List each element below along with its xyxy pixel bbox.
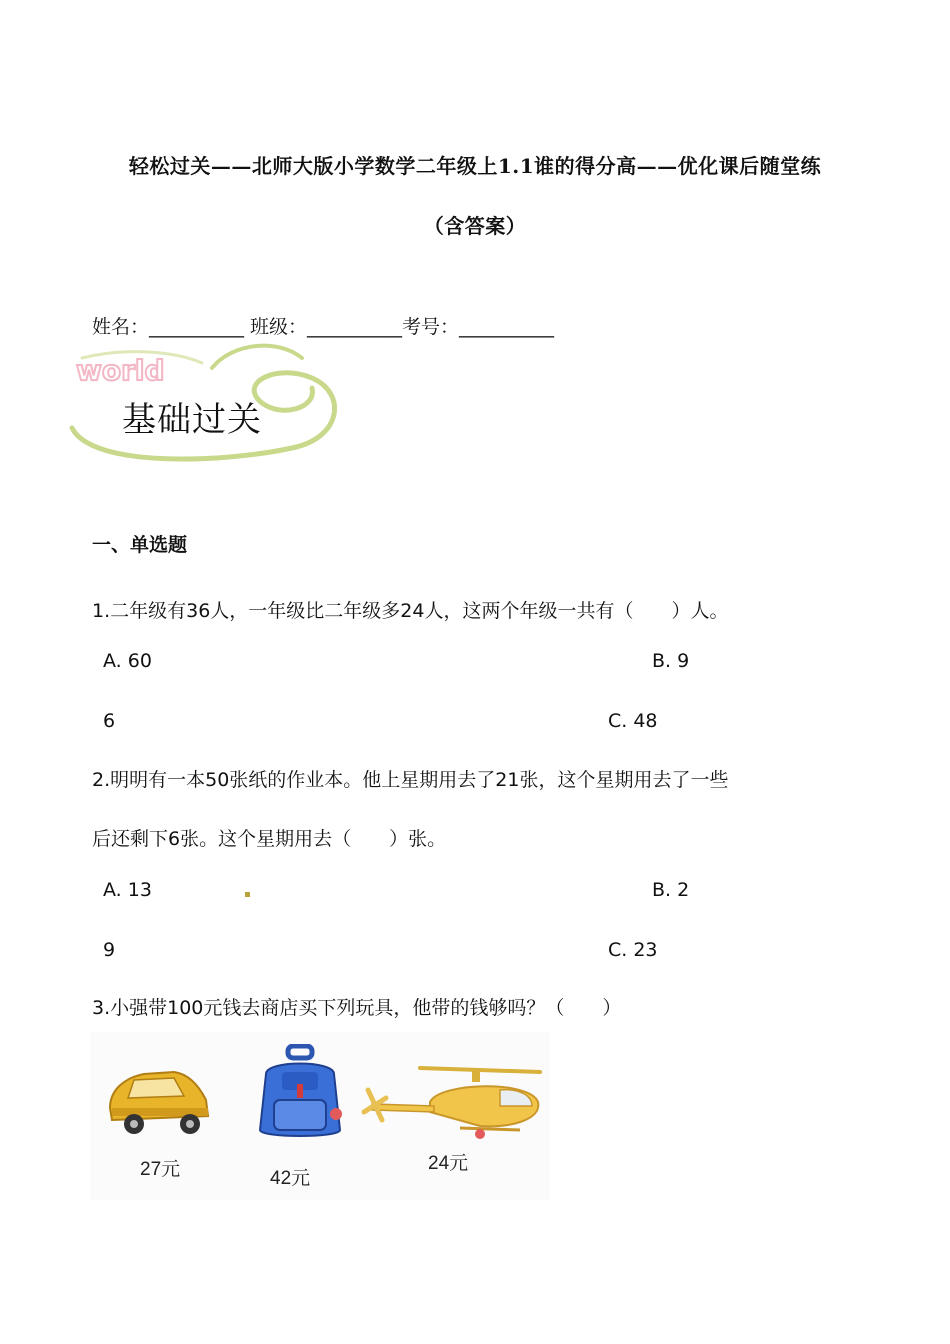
document-title-line2: （含答案） (423, 214, 527, 238)
world-logo-text: world (76, 354, 165, 387)
toys-image (90, 1032, 550, 1200)
question-2-option-b: B. 2 (652, 879, 690, 901)
toy-car-price: 27元 (140, 1159, 181, 1180)
student-info-line: 姓名：__________ 班级：__________考号：__________ (92, 316, 555, 338)
question-2-text-line2: 后还剩下6张。这个星期用去（ ）张。 (92, 828, 447, 850)
stray-dot (245, 892, 250, 897)
banner-label: 基础过关 (122, 400, 262, 440)
question-2-option-a: A. 13 (103, 879, 152, 901)
section-heading: 一、单选题 (92, 534, 188, 556)
question-1-option-b: B. 9 (652, 650, 690, 672)
helicopter-icon (360, 1062, 546, 1142)
backpack-price: 42元 (270, 1168, 311, 1189)
question-2-option-b-wrap: 9 (103, 939, 116, 961)
helicopter-price: 24元 (428, 1153, 469, 1174)
question-1-option-a: A. 60 (103, 650, 152, 672)
backpack-icon (252, 1044, 348, 1144)
question-1-option-b-wrap: 6 (103, 710, 116, 732)
question-3-text: 3.小强带100元钱去商店买下列玩具，他带的钱够吗？（ ） (92, 997, 622, 1019)
question-1-option-c: C. 48 (608, 710, 658, 732)
document-title-line1: 轻松过关——北师大版小学数学二年级上1.1谁的得分高——优化课后随堂练 (128, 154, 822, 178)
question-2-option-c: C. 23 (608, 939, 658, 961)
toy-car-icon (104, 1060, 214, 1140)
question-2-text-line1: 2.明明有一本50张纸的作业本。他上星期用去了21张，这个星期用去了一些 (92, 769, 729, 791)
question-1-text: 1.二年级有36人，一年级比二年级多24人，这两个年级一共有（ ）人。 (92, 600, 729, 622)
